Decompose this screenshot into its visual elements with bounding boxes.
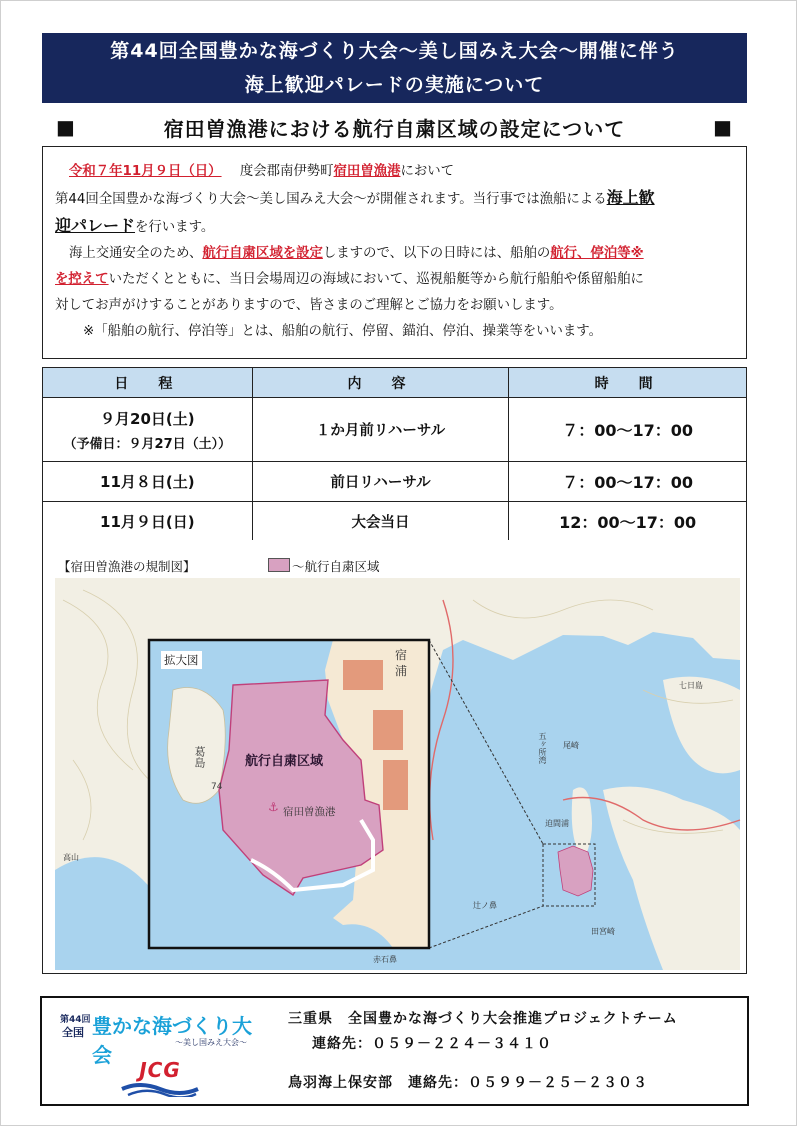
- zone-label: 航行自粛区域: [245, 754, 324, 769]
- notice-text: しますので、以下の日時には、船舶の: [322, 246, 551, 261]
- event-location: 宿田曽漁港: [333, 164, 401, 179]
- org-prefecture: 三重県 全国豊かな海づくり大会推進プロジェクトチーム: [288, 1011, 678, 1027]
- contact-prefecture: 連絡先：０５９－２２４－３４１０: [312, 1036, 552, 1052]
- notice-text: いただくとともに、当日会場周辺の海域において、巡視船艇等から航行船舶や係留船舶に: [108, 272, 644, 287]
- jcg-text: JCG: [139, 1058, 181, 1082]
- subtitle: [42, 111, 747, 143]
- row-date: [43, 398, 253, 462]
- notice-footnote: ※「船舶の航行、停泊等」とは、船舶の航行、停留、錨泊、停泊、操業等をいいます。: [83, 324, 602, 339]
- port-label: 宿田曽漁港: [283, 806, 336, 818]
- row-time: 12：00～17：00: [509, 502, 747, 542]
- logo-main: 豊かな海づくり大会: [92, 1014, 252, 1067]
- org-coast-guard: 鳥羽海上保安部 連絡先：０５９９－２５－２３０３: [288, 1075, 648, 1091]
- location-prefix: 度会郡南伊勢町: [239, 164, 334, 179]
- notice-line-4: [55, 241, 733, 267]
- parade-text-b: 迎パレード: [55, 216, 136, 235]
- anchor-icon: ⚓: [268, 800, 279, 814]
- logo-sub: ～美し国みえ大会～: [175, 1038, 247, 1047]
- date-text: ９月20日(土): [100, 409, 195, 428]
- event-date: 令和７年11月９日（日）: [69, 164, 222, 179]
- elevation-label: 74: [211, 782, 223, 792]
- row-content: 前日リハーサル: [252, 462, 509, 502]
- zone-set-text: 航行自粛区域を設定: [202, 246, 323, 261]
- map-caption: 【宿田曽漁港の規制図】: [58, 559, 196, 574]
- table-row: [43, 398, 747, 462]
- footer-box: [40, 996, 749, 1106]
- place-label: 高山: [63, 853, 79, 862]
- row-time: ７：00～17：00: [509, 398, 747, 462]
- place-label: 宿: [395, 648, 408, 662]
- inset-label: 拡大図: [161, 651, 202, 669]
- table-row: [43, 502, 747, 542]
- square-bullet-icon: ■: [713, 115, 733, 139]
- title-line-2: 海上歓迎パレードの実施について: [244, 74, 545, 96]
- row-content: 大会当日: [252, 502, 509, 542]
- notice-text: 海上交通安全のため、: [69, 246, 203, 261]
- place-label: 田宮崎: [591, 927, 615, 936]
- row-time: ７：00～17：00: [509, 462, 747, 502]
- title-banner: [42, 33, 747, 103]
- navigation-text: 航行、停泊等※: [550, 246, 644, 261]
- notice-line-1: [55, 159, 733, 185]
- title-line-1: 第44回全国豊かな海づくり大会～美し国みえ大会～開催に伴う: [110, 40, 679, 62]
- place-label: 七日島: [679, 681, 703, 690]
- legend-swatch: [268, 558, 290, 572]
- notice-line-5: [55, 267, 733, 293]
- row-content: １か月前リハーサル: [252, 398, 509, 462]
- notice-line-3: [55, 213, 733, 241]
- header-date: 日 程: [43, 368, 253, 398]
- row-date: 11月９日(日): [43, 502, 253, 542]
- wave-icon: [120, 1083, 200, 1097]
- event-logo: [60, 1010, 270, 1067]
- schedule-table: [42, 367, 747, 542]
- subtitle-text: 宿田曽漁港における航行自粛区域の設定について: [163, 116, 626, 141]
- place-label: 辻ノ鼻: [473, 901, 497, 910]
- place-label: 浦: [395, 664, 408, 678]
- notice-line-6: 対してお声がけすることがありますので、皆さまのご理解とご協力をお願いします。: [55, 298, 563, 313]
- place-label: 尾崎: [563, 741, 579, 750]
- island-label: 葛島: [193, 746, 206, 768]
- regulation-map: [43, 540, 747, 974]
- notice-line-2: [55, 185, 733, 213]
- place-label: 五ヶ所湾: [538, 732, 547, 764]
- map-panel: [42, 540, 747, 974]
- zone-area-small: [558, 846, 593, 896]
- parade-text-a: 海上歓: [606, 188, 655, 207]
- refrain-text: を控えて: [55, 272, 109, 287]
- reserve-date: （予備日：９月27日（土））: [63, 436, 232, 452]
- legend-label: ～航行自粛区域: [292, 559, 380, 574]
- header-content: 内 容: [252, 368, 509, 398]
- table-header-row: [43, 368, 747, 398]
- table-row: [43, 462, 747, 502]
- notice-box: [42, 146, 747, 359]
- place-label: 迫間浦: [545, 819, 569, 828]
- place-label: 赤石鼻: [373, 955, 397, 964]
- row-date: 11月８日(土): [43, 462, 253, 502]
- location-suffix: において: [400, 164, 455, 179]
- logo-number: 第44回: [60, 1015, 91, 1025]
- square-bullet-icon: ■: [56, 115, 76, 139]
- header-time: 時 間: [509, 368, 747, 398]
- notice-text: 第44回全国豊かな海づくり大会～美し国みえ大会～が開催されます。当行事では漁船による: [55, 192, 607, 207]
- inset-map: [149, 640, 429, 948]
- logo-national: 全国: [62, 1026, 84, 1039]
- jcg-logo: [120, 1058, 200, 1098]
- notice-text: を行います。: [135, 220, 215, 235]
